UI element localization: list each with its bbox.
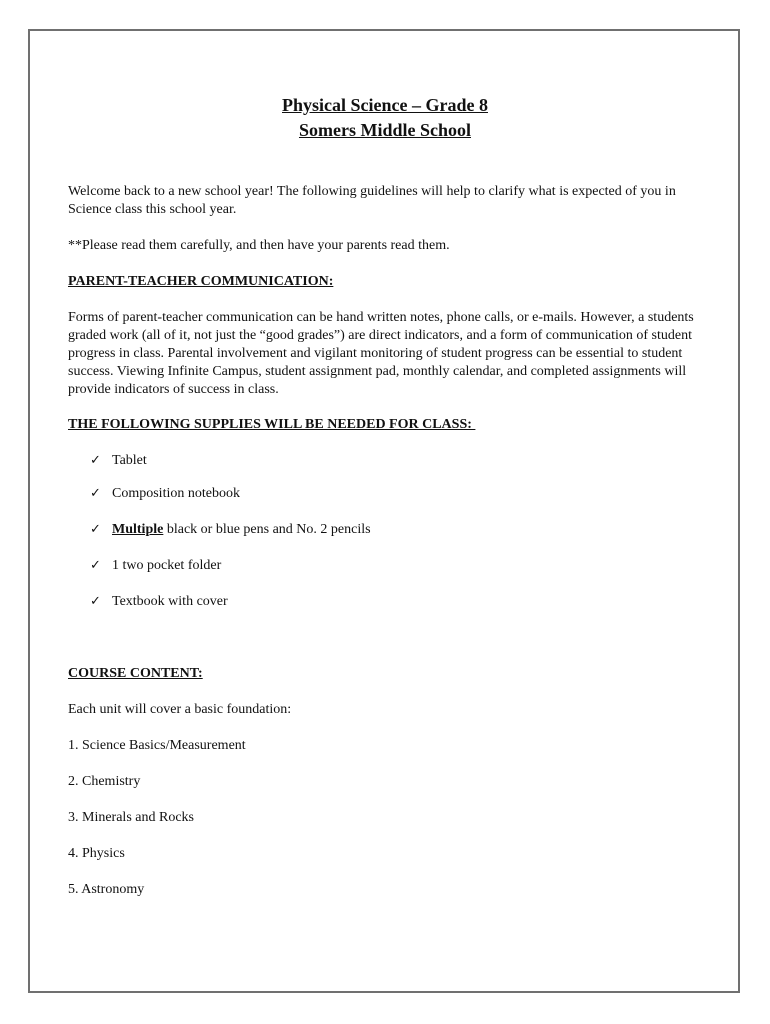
read-note: **Please read them carefully, and then have your parents read them. [68, 238, 450, 253]
unit-item: 5. Astronomy [68, 882, 145, 897]
checkmark-icon: ✓ [90, 486, 101, 501]
school-name: Somers Middle School [298, 120, 471, 140]
supply-item-label: black or blue pens and No. 2 pencils [163, 522, 371, 537]
checkmark-icon: ✓ [90, 558, 101, 573]
page-frame [28, 29, 740, 993]
supply-item [90, 557, 221, 575]
supply-item [90, 593, 228, 611]
unit-item: 1. Science Basics/Measurement [68, 738, 246, 753]
communication-heading: PARENT-TEACHER COMMUNICATION: [68, 274, 334, 289]
course-content-intro: Each unit will cover a basic foundation: [68, 702, 292, 717]
supply-item [90, 485, 240, 503]
unit-item: 4. Physics [68, 846, 125, 861]
course-content-heading: COURSE CONTENT: [68, 666, 203, 681]
document-title: Physical Science – Grade 8 [282, 95, 488, 115]
supply-item-label: 1 two pocket folder [112, 558, 222, 573]
supply-emphasis: Multiple [112, 522, 164, 537]
unit-item: 2. Chemistry [68, 774, 141, 789]
supply-item-label: Textbook with cover [112, 594, 228, 609]
checkmark-icon: ✓ [90, 522, 101, 537]
checkmark-icon: ✓ [90, 594, 101, 609]
checkmark-icon: ✓ [90, 453, 101, 468]
supplies-heading: THE FOLLOWING SUPPLIES WILL BE NEEDED FOR CLASS: [68, 417, 476, 432]
intro-paragraph: Welcome back to a new school year! The following guidelines will help to clarify what is expected of you in Science class this school year. [68, 184, 676, 217]
supply-item [90, 452, 147, 470]
unit-item: 3. Minerals and Rocks [68, 810, 194, 825]
supply-item-label: Composition notebook [112, 486, 240, 501]
supply-item-label: Tablet [112, 453, 147, 468]
supply-item [90, 521, 371, 539]
communication-paragraph: Forms of parent-teacher communication can be hand written notes, phone calls, or e-mails. However, a students graded work (all of it, not just the “good grades”) are direct indicators, and a form of communication of student progress in class. Parental involvement and vigilant monitoring of student progress can be essential to student success. Viewing Infinite Campus, student assignment pad, monthly calendar, and completed assignments will provide indicators of success in class. [68, 310, 694, 397]
